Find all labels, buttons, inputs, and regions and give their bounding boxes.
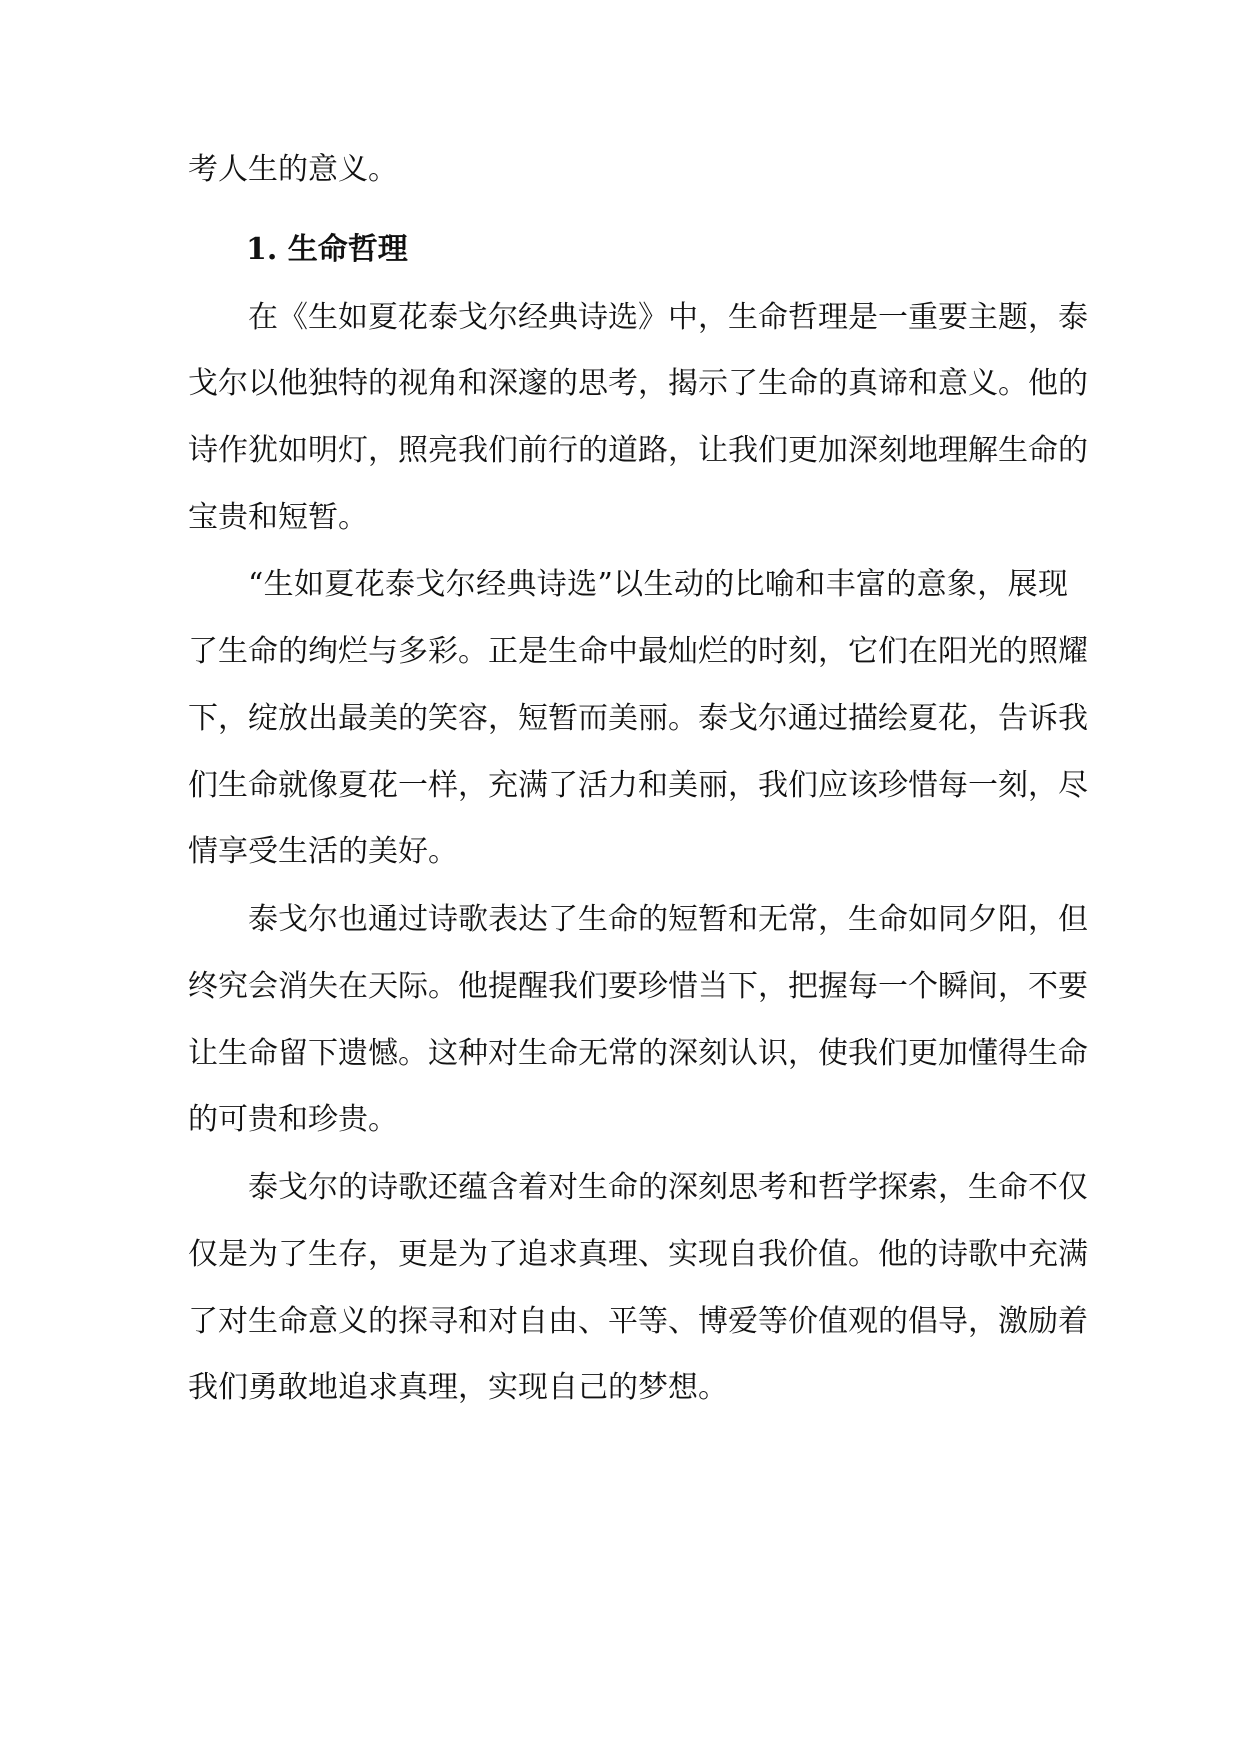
paragraph-line: 们生命就像夏花一样，充满了活力和美丽，我们应该珍惜每一刻，尽: [188, 768, 1088, 803]
paragraph-line: “生如夏花泰戈尔经典诗选”以生动的比喻和丰富的意象，展现: [248, 567, 1068, 602]
paragraph-line: 的可贵和珍贵。: [188, 1102, 398, 1137]
paragraph-line: 在《生如夏花泰戈尔经典诗选》中，生命哲理是一重要主题，泰: [248, 300, 1088, 335]
intro-tail-line: 考人生的意义。: [188, 152, 398, 187]
paragraph-line: 终究会消失在天际。他提醒我们要珍惜当下，把握每一个瞬间，不要: [188, 969, 1088, 1004]
paragraph-line: 我们勇敢地追求真理，实现自己的梦想。: [188, 1370, 728, 1405]
paragraph-line: 戈尔以他独特的视角和深邃的思考，揭示了生命的真谛和意义。他的: [188, 366, 1088, 401]
paragraph-line: 泰戈尔也通过诗歌表达了生命的短暂和无常，生命如同夕阳，但: [248, 902, 1088, 937]
paragraph-line: 下，绽放出最美的笑容，短暂而美丽。泰戈尔通过描绘夏花，告诉我: [188, 701, 1088, 736]
paragraph-line: 了对生命意义的探寻和对自由、平等、博爱等价值观的倡导，激励着: [188, 1304, 1088, 1339]
paragraph-line: 情享受生活的美好。: [188, 834, 458, 869]
section-heading: 1. 生命哲理: [246, 232, 408, 267]
paragraph-line: 诗作犹如明灯，照亮我们前行的道路，让我们更加深刻地理解生命的: [188, 433, 1088, 468]
paragraph-line: 了生命的绚烂与多彩。正是生命中最灿烂的时刻，它们在阳光的照耀: [188, 634, 1088, 669]
paragraph-line: 宝贵和短暂。: [188, 500, 368, 535]
paragraph-line: 泰戈尔的诗歌还蕴含着对生命的深刻思考和哲学探索，生命不仅: [248, 1170, 1088, 1205]
paragraph-line: 让生命留下遗憾。这种对生命无常的深刻认识，使我们更加懂得生命: [188, 1036, 1088, 1071]
paragraph-line: 仅是为了生存，更是为了追求真理、实现自我价值。他的诗歌中充满: [188, 1237, 1088, 1272]
